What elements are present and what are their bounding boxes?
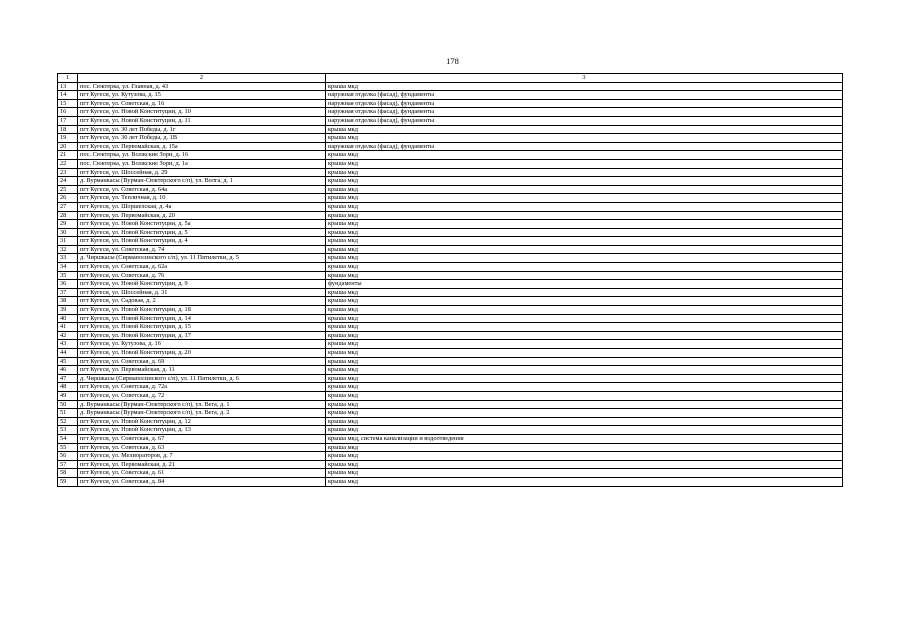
address-cell: пгт Кугеси, ул. Советская, д. 61 bbox=[78, 469, 326, 478]
table-row bbox=[58, 177, 843, 186]
row-number: 31 bbox=[58, 237, 78, 246]
work-type-cell: крыша мкд bbox=[326, 323, 843, 332]
row-number: 20 bbox=[58, 142, 78, 151]
work-type-cell: крыша мкд bbox=[326, 228, 843, 237]
table-row bbox=[58, 271, 843, 280]
work-type-cell: наружная отделка (фасад), фундаменты bbox=[326, 108, 843, 117]
row-number: 53 bbox=[58, 426, 78, 435]
table-row bbox=[58, 202, 843, 211]
address-cell: пгт Кугеси, ул. Советская, д. 84 bbox=[78, 477, 326, 486]
address-cell: пгт Кугеси, ул. Новой Конституции, д. 5 bbox=[78, 228, 326, 237]
table-row bbox=[58, 434, 843, 443]
address-cell: пгт Кугеси, ул. Первомайская, д. 20 bbox=[78, 211, 326, 220]
table-row bbox=[58, 125, 843, 134]
address-cell: пгт Кугеси, ул. Советская, д. 69 bbox=[78, 357, 326, 366]
header-col-3: 3 bbox=[326, 74, 843, 83]
table-row bbox=[58, 469, 843, 478]
address-cell: пгт Кугеси, ул. Новой Конституции, д. 10 bbox=[78, 108, 326, 117]
table-row bbox=[58, 108, 843, 117]
work-type-cell: крыша мкд bbox=[326, 417, 843, 426]
row-number: 26 bbox=[58, 194, 78, 203]
table-row bbox=[58, 263, 843, 272]
address-cell: пгт Кугеси, ул. Новой Конституции, д. 17 bbox=[78, 331, 326, 340]
work-type-cell: крыша мкд bbox=[326, 194, 843, 203]
table-header-row bbox=[58, 74, 843, 83]
row-number: 21 bbox=[58, 151, 78, 160]
work-type-cell: наружная отделка (фасад), фундаменты bbox=[326, 142, 843, 151]
work-type-cell: крыша мкд bbox=[326, 245, 843, 254]
address-cell: пгт Кугеси, ул. Советская, д. 72а bbox=[78, 383, 326, 392]
row-number: 33 bbox=[58, 254, 78, 263]
work-type-cell: крыша мкд bbox=[326, 168, 843, 177]
work-type-cell: наружная отделка (фасад), фундаменты bbox=[326, 91, 843, 100]
work-type-cell: крыша мкд bbox=[326, 297, 843, 306]
table-row bbox=[58, 297, 843, 306]
table-row bbox=[58, 477, 843, 486]
row-number: 50 bbox=[58, 400, 78, 409]
work-type-cell: крыша мкд bbox=[326, 220, 843, 229]
table-row bbox=[58, 366, 843, 375]
work-type-cell: крыша мкд bbox=[326, 340, 843, 349]
address-cell: пгт Кугеси, ул. Первомайская, д. 21 bbox=[78, 460, 326, 469]
row-number: 59 bbox=[58, 477, 78, 486]
work-type-cell: крыша мкд bbox=[326, 254, 843, 263]
row-number: 25 bbox=[58, 185, 78, 194]
table-row bbox=[58, 91, 843, 100]
row-number: 41 bbox=[58, 323, 78, 332]
work-type-cell: крыша мкд bbox=[326, 306, 843, 315]
work-type-cell: крыша мкд bbox=[326, 426, 843, 435]
address-cell: пос. Сюктерка, ул. Главная, д. 43 bbox=[78, 82, 326, 91]
table-row bbox=[58, 357, 843, 366]
address-cell: пгт Кугеси, ул. Кутузова, д. 15 bbox=[78, 91, 326, 100]
work-type-cell: крыша мкд bbox=[326, 314, 843, 323]
table-row bbox=[58, 417, 843, 426]
table-row bbox=[58, 82, 843, 91]
work-type-cell: крыша мкд bbox=[326, 366, 843, 375]
table-row bbox=[58, 254, 843, 263]
address-cell: д. Вурманкасы (Вурман-Сюктерского с/п), ул. Вега, д. 2 bbox=[78, 409, 326, 418]
work-type-cell: крыша мкд bbox=[326, 271, 843, 280]
row-number: 14 bbox=[58, 91, 78, 100]
table-row bbox=[58, 340, 843, 349]
work-type-cell: крыша мкд bbox=[326, 443, 843, 452]
address-cell: пгт Кугеси, ул. Новой Конституции, д. 15 bbox=[78, 323, 326, 332]
table-row bbox=[58, 314, 843, 323]
work-type-cell: крыша мкд bbox=[326, 452, 843, 461]
table-row bbox=[58, 245, 843, 254]
table-row bbox=[58, 151, 843, 160]
work-type-cell: крыша мкд bbox=[326, 202, 843, 211]
work-type-cell: крыша мкд bbox=[326, 469, 843, 478]
table-row bbox=[58, 460, 843, 469]
row-number: 45 bbox=[58, 357, 78, 366]
table-body bbox=[58, 74, 843, 487]
row-number: 32 bbox=[58, 245, 78, 254]
work-type-cell: наружная отделка (фасад), фундаменты bbox=[326, 99, 843, 108]
table-row bbox=[58, 383, 843, 392]
work-type-cell: крыша мкд bbox=[326, 374, 843, 383]
address-cell: пгт Кугеси, ул. Новой Конституции, д. 18 bbox=[78, 306, 326, 315]
row-number: 34 bbox=[58, 263, 78, 272]
row-number: 19 bbox=[58, 134, 78, 143]
table-row bbox=[58, 331, 843, 340]
row-number: 23 bbox=[58, 168, 78, 177]
row-number: 51 bbox=[58, 409, 78, 418]
row-number: 38 bbox=[58, 297, 78, 306]
row-number: 35 bbox=[58, 271, 78, 280]
row-number: 43 bbox=[58, 340, 78, 349]
row-number: 44 bbox=[58, 349, 78, 358]
address-cell: пгт Кугеси, ул. Новой Конституции, д. 12 bbox=[78, 417, 326, 426]
address-cell: д. Вурманкасы (Вурман-Сюктерского с/п), ул. Вега, д. 1 bbox=[78, 400, 326, 409]
table-row bbox=[58, 306, 843, 315]
table-row bbox=[58, 99, 843, 108]
work-type-cell: крыша мкд bbox=[326, 409, 843, 418]
row-number: 36 bbox=[58, 280, 78, 289]
header-col-2: 2 bbox=[78, 74, 326, 83]
table-row bbox=[58, 228, 843, 237]
address-cell: пгт Кугеси, ул. Садовая, д. 2 bbox=[78, 297, 326, 306]
work-type-cell: крыша мкд bbox=[326, 82, 843, 91]
work-type-cell: крыша мкд, система канализации и водоотведения bbox=[326, 434, 843, 443]
row-number: 37 bbox=[58, 288, 78, 297]
table-row bbox=[58, 194, 843, 203]
table-row bbox=[58, 142, 843, 151]
row-number: 40 bbox=[58, 314, 78, 323]
address-cell: пгт Кугеси, ул. Новой Конституции, д. 4 bbox=[78, 237, 326, 246]
row-number: 52 bbox=[58, 417, 78, 426]
header-col-1: 1 bbox=[58, 74, 78, 83]
row-number: 29 bbox=[58, 220, 78, 229]
row-number: 55 bbox=[58, 443, 78, 452]
address-cell: пгт Кугеси, ул. Советская, д. 72 bbox=[78, 391, 326, 400]
table-row bbox=[58, 168, 843, 177]
address-cell: пгт Кугеси, ул. Новой Конституции, д. 13 bbox=[78, 426, 326, 435]
work-type-cell: крыша мкд bbox=[326, 460, 843, 469]
repair-list-table bbox=[57, 73, 843, 487]
address-cell: д. Чиршкасы (Сирмапосинского с/п), ул. 11 Пятилетки, д. 5 bbox=[78, 254, 326, 263]
table-row bbox=[58, 443, 843, 452]
table-row bbox=[58, 116, 843, 125]
work-type-cell: крыша мкд bbox=[326, 400, 843, 409]
address-cell: пгт Кугеси, ул. Советская, д. 64а bbox=[78, 185, 326, 194]
row-number: 48 bbox=[58, 383, 78, 392]
work-type-cell: крыша мкд bbox=[326, 357, 843, 366]
work-type-cell: крыша мкд bbox=[326, 477, 843, 486]
address-cell: пгт Кугеси, ул. Советская, д. 67 bbox=[78, 434, 326, 443]
work-type-cell: крыша мкд bbox=[326, 331, 843, 340]
row-number: 15 bbox=[58, 99, 78, 108]
address-cell: пгт Кугеси, ул. Советская, д. 63 bbox=[78, 443, 326, 452]
table-row bbox=[58, 323, 843, 332]
work-type-cell: крыша мкд bbox=[326, 125, 843, 134]
table-row bbox=[58, 220, 843, 229]
address-cell: пгт Кугеси, ул. Советская, д. 74 bbox=[78, 245, 326, 254]
table-row bbox=[58, 426, 843, 435]
table-row bbox=[58, 280, 843, 289]
address-cell: д. Чиршкасы (Сирмапосинского с/п), ул. 11 Пятилетки, д. 6 bbox=[78, 374, 326, 383]
row-number: 58 bbox=[58, 469, 78, 478]
table-row bbox=[58, 374, 843, 383]
work-type-cell: крыша мкд bbox=[326, 237, 843, 246]
work-type-cell: крыша мкд bbox=[326, 263, 843, 272]
address-cell: пгт Кугеси, ул. Мелиораторов, д. 7 bbox=[78, 452, 326, 461]
row-number: 54 bbox=[58, 434, 78, 443]
address-cell: пгт Кугеси, ул. Советская, д. 62а bbox=[78, 263, 326, 272]
row-number: 42 bbox=[58, 331, 78, 340]
address-cell: пгт Кугеси, ул. Шоссейная, д. 29 bbox=[78, 168, 326, 177]
table-row bbox=[58, 391, 843, 400]
address-cell: пос. Сюктерка, ул. Волжские Зори, д. 1а bbox=[78, 159, 326, 168]
table-row bbox=[58, 288, 843, 297]
address-cell: пгт Кугеси, ул. Тепличная, д. 10 bbox=[78, 194, 326, 203]
address-cell: пгт Кугеси, ул. Кутузова, д. 16 bbox=[78, 340, 326, 349]
work-type-cell: крыша мкд bbox=[326, 211, 843, 220]
row-number: 13 bbox=[58, 82, 78, 91]
row-number: 22 bbox=[58, 159, 78, 168]
address-cell: пгт Кугеси, ул. Новой Конституции, д. 5а bbox=[78, 220, 326, 229]
address-cell: пгт Кугеси, ул. Новой Конституции, д. 20 bbox=[78, 349, 326, 358]
work-type-cell: крыша мкд bbox=[326, 177, 843, 186]
row-number: 46 bbox=[58, 366, 78, 375]
work-type-cell: наружная отделка (фасад), фундаменты bbox=[326, 116, 843, 125]
row-number: 39 bbox=[58, 306, 78, 315]
work-type-cell: крыша мкд bbox=[326, 288, 843, 297]
address-cell: пгт Кугеси, ул. Шоршелская, д. 4а bbox=[78, 202, 326, 211]
table-row bbox=[58, 185, 843, 194]
row-number: 49 bbox=[58, 391, 78, 400]
work-type-cell: крыша мкд bbox=[326, 134, 843, 143]
work-type-cell: крыша мкд bbox=[326, 185, 843, 194]
address-cell: пгт Кугеси, ул. Новой Конституции, д. 14 bbox=[78, 314, 326, 323]
row-number: 24 bbox=[58, 177, 78, 186]
row-number: 27 bbox=[58, 202, 78, 211]
address-cell: пгт Кугеси, ул. 30 лет Победы, д. 1В bbox=[78, 134, 326, 143]
row-number: 18 bbox=[58, 125, 78, 134]
table-row bbox=[58, 159, 843, 168]
row-number: 17 bbox=[58, 116, 78, 125]
table-row bbox=[58, 134, 843, 143]
row-number: 28 bbox=[58, 211, 78, 220]
work-type-cell: фундаменты bbox=[326, 280, 843, 289]
table-row bbox=[58, 452, 843, 461]
row-number: 57 bbox=[58, 460, 78, 469]
table-row bbox=[58, 409, 843, 418]
work-type-cell: крыша мкд bbox=[326, 151, 843, 160]
address-cell: пгт Кугеси, ул. Первомайская, д. 15а bbox=[78, 142, 326, 151]
table-row bbox=[58, 237, 843, 246]
address-cell: пгт Кугеси, ул. Первомайская, д. 11 bbox=[78, 366, 326, 375]
row-number: 30 bbox=[58, 228, 78, 237]
table-row bbox=[58, 349, 843, 358]
row-number: 47 bbox=[58, 374, 78, 383]
work-type-cell: крыша мкд bbox=[326, 159, 843, 168]
address-cell: пгт Кугеси, ул. Новой Конституции, д. 9 bbox=[78, 280, 326, 289]
table-row bbox=[58, 400, 843, 409]
row-number: 16 bbox=[58, 108, 78, 117]
address-cell: пгт Кугеси, ул. Шоссейная, д. 31 bbox=[78, 288, 326, 297]
work-type-cell: крыша мкд bbox=[326, 383, 843, 392]
page-number: 178 bbox=[446, 56, 459, 66]
row-number: 56 bbox=[58, 452, 78, 461]
work-type-cell: крыша мкд bbox=[326, 391, 843, 400]
address-cell: пгт Кугеси, ул. Советская, д. 16 bbox=[78, 99, 326, 108]
address-cell: пос. Сюктерка, ул. Волжские Зори, д. 16 bbox=[78, 151, 326, 160]
address-cell: пгт Кугеси, ул. 30 лет Победы, д. 1г bbox=[78, 125, 326, 134]
work-type-cell: крыша мкд bbox=[326, 349, 843, 358]
table-row bbox=[58, 211, 843, 220]
address-cell: д. Вурманкасы (Вурман-Сюктерского с/п), ул. Волга, д. 1 bbox=[78, 177, 326, 186]
address-cell: пгт Кугеси, ул. Новой Конституции, д. 11 bbox=[78, 116, 326, 125]
address-cell: пгт Кугеси, ул. Советская, д. 76 bbox=[78, 271, 326, 280]
